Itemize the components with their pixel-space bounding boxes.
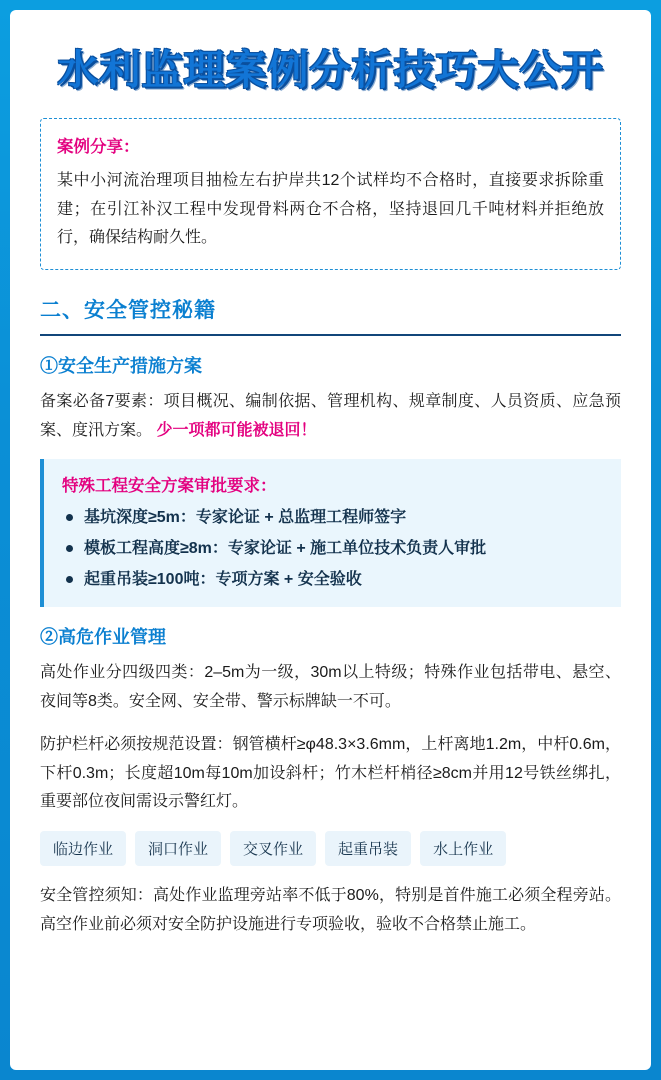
list-item: 模板工程高度≥8m：专家论证 + 施工单位技术负责人审批	[62, 536, 605, 562]
section-heading: 二、安全管控秘籍	[40, 298, 216, 322]
safety-measures-warning: 少一项都可能被退回！	[156, 421, 317, 439]
list-item: 基坑深度≥5m：专家论证 + 总监理工程师签字	[62, 505, 605, 531]
list-item: 起重吊装≥100吨：专项方案 + 安全验收	[62, 567, 605, 593]
tag-item: 水上作业	[420, 831, 506, 866]
safety-measures-text: 备案必备7要素：项目概况、编制依据、管理机构、规章制度、人员资质、应急预案、度汛方案。	[40, 392, 621, 439]
case-share-label: 案例分享：	[57, 138, 140, 157]
case-share-text: 某中小河流治理项目抽检左右护岸共12个试样均不合格时，直接要求拆除重建；在引江补汉工程中发现骨料两仓不合格，坚持退回几千吨材料并拒绝放行，确保结构耐久性。	[57, 172, 604, 247]
case-share-box	[40, 118, 621, 269]
section-divider	[40, 334, 621, 336]
special-approval-list	[62, 505, 605, 593]
tag-item: 交叉作业	[230, 831, 316, 866]
special-approval-title: 特殊工程安全方案审批要求：	[62, 477, 277, 496]
poster-sheet	[10, 10, 651, 1070]
tag-item: 临边作业	[40, 831, 126, 866]
high-risk-paragraph-2: 防护栏杆必须按规范设置：钢管横杆≥φ48.3×3.6mm，上杆离地1.2m，中杆0.6m，下杆0.3m；长度超10m每10m加设斜杆；竹木栏杆梢径≥8cm并用12号铁丝绑扎，重要部位夜间需设示警红灯。	[40, 735, 621, 811]
page-title: 水利监理案例分析技巧大公开	[57, 46, 604, 94]
special-approval-box	[40, 459, 621, 607]
tag-item: 起重吊装	[325, 831, 411, 866]
work-type-tags	[40, 831, 621, 866]
high-risk-paragraph-1: 高处作业分四级四类：2–5m为一级，30m以上特级；特殊作业包括带电、悬空、夜间等8类。安全网、安全带、警示标牌缺一不可。	[40, 664, 621, 710]
subsection-heading-2: ②高危作业管理	[40, 627, 166, 648]
high-risk-paragraph-3: 安全管控须知：高处作业监理旁站率不低于80%，特别是首件施工必须全程旁站。高空作业前必须对安全防护设施进行专项验收，验收不合格禁止施工。	[40, 887, 621, 933]
safety-measures-paragraph	[40, 388, 621, 446]
subsection-heading-1: ①安全生产措施方案	[40, 355, 202, 376]
tag-item: 洞口作业	[135, 831, 221, 866]
